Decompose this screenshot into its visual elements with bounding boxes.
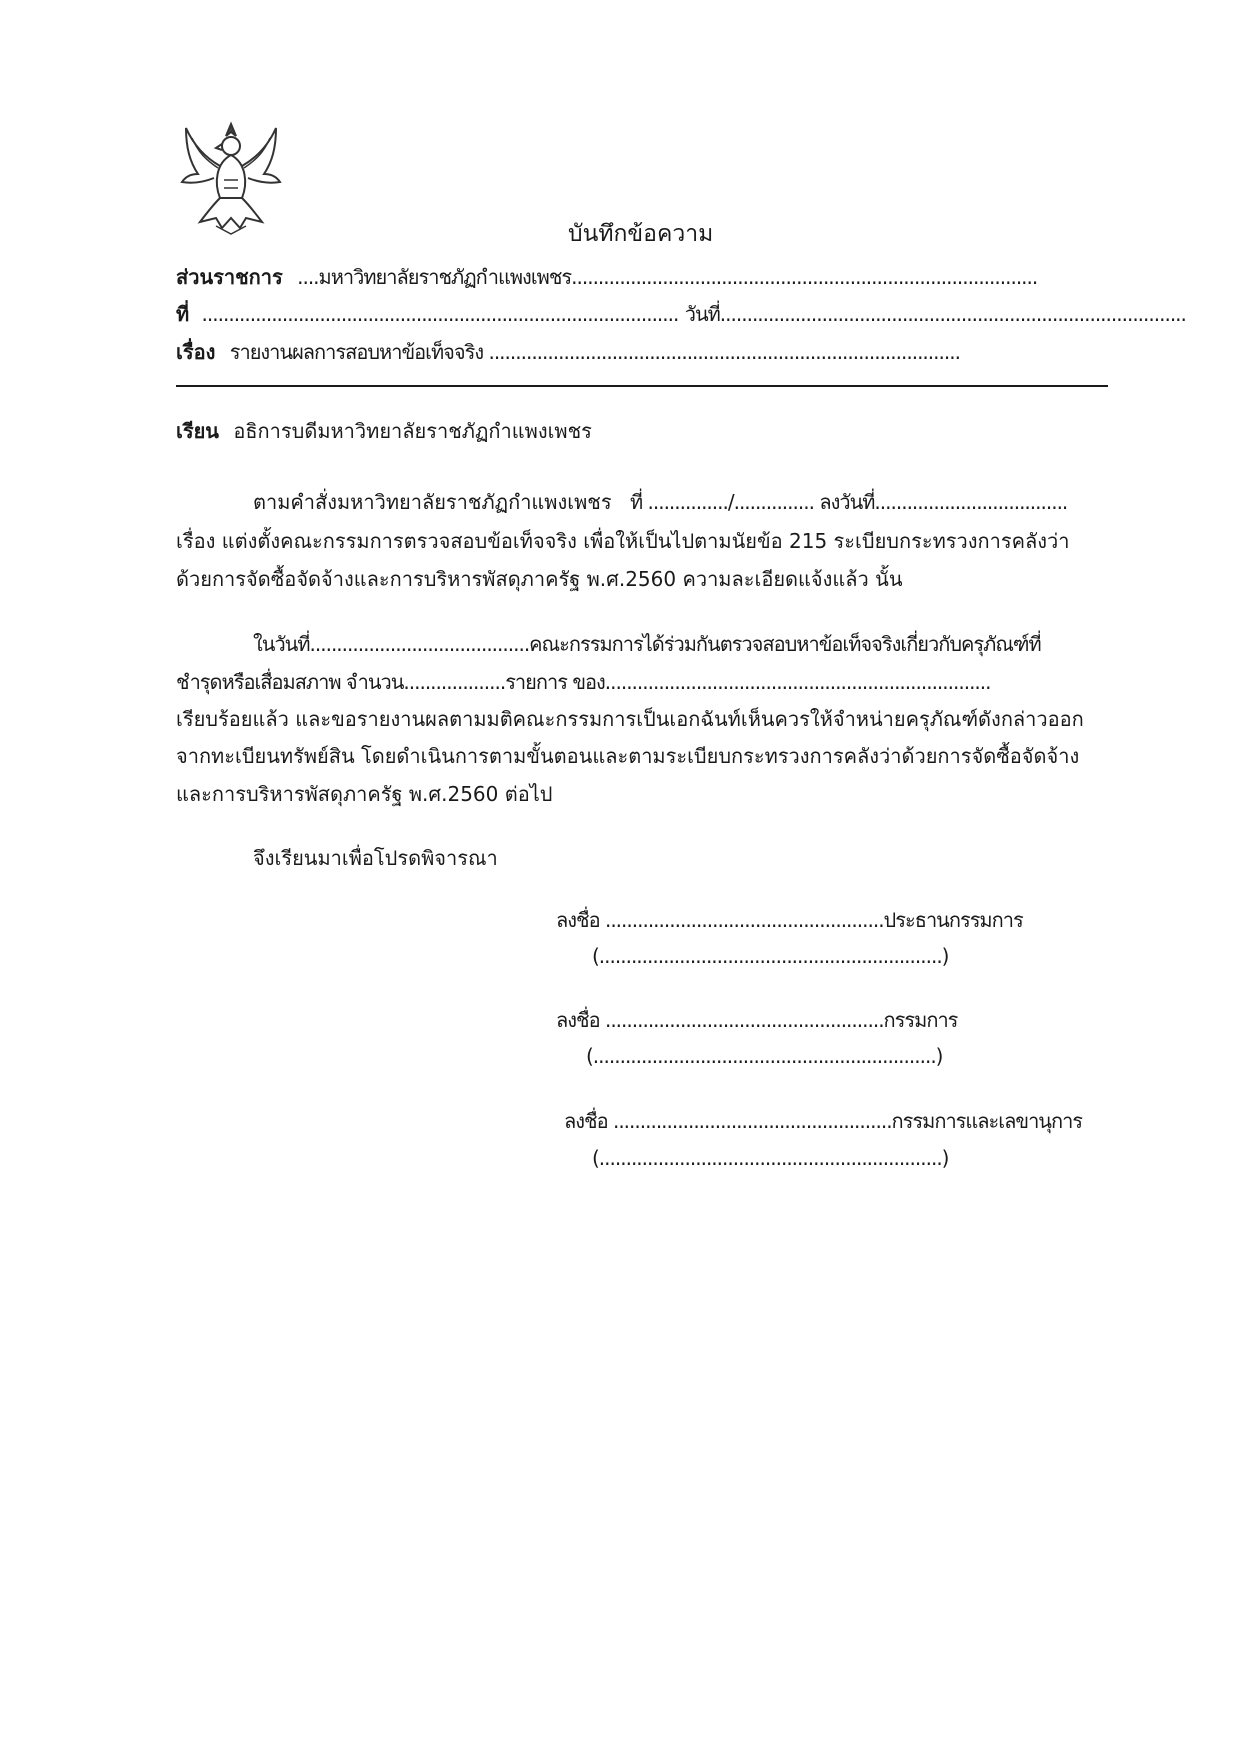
subject-value: รายงานผลการสอบหาข้อเท็จจริง ........................................................................................ [229,340,960,364]
paragraph2-line1: ในวันที่.........................................คณะกรรมการได้ร่วมกันตรวจสอบหาข้อเท็จจริงเกี่ยวกับครุภัณฑ์ที่ [253,632,1041,656]
header-divider [176,385,1108,387]
salutation-label: เรียน [176,419,219,443]
signature-secretary-name: (................................................................) [592,1146,949,1170]
paragraph1-line1 [253,489,1067,515]
reference-value: ......................................................................................... [201,302,679,326]
signature-member-line: ลงชื่อ ....................................................กรรมการ [556,1008,958,1032]
salutation-row [176,418,592,444]
division-label: ส่วนราชการ [176,265,283,289]
paragraph2-line3: เรียบร้อยแล้ว และขอรายงานผลตามมติคณะกรรมการเป็นเอกฉันท์เห็นควรให้จำหน่ายครุภัณฑ์ดังกล่าวออก [176,707,1084,731]
order-reference: ตามคำสั่งมหาวิทยาลัยราชภัฏกำแพงเพชร [253,490,612,514]
closing-line: จึงเรียนมาเพื่อโปรดพิจารณา [253,846,498,870]
reference-label: ที่ [176,302,190,326]
paragraph1-line2: เรื่อง แต่งตั้งคณะกรรมการตรวจสอบข้อเท็จจริง เพื่อให้เป็นไปตามนัยข้อ 215 ระเบียบกระทรวงการคลังว่า [176,529,1070,553]
signature-chairman-line: ลงชื่อ ....................................................ประธานกรรมการ [556,908,1023,932]
division-value: ....มหาวิทยาลัยราชภัฏกำแพงเพชร....................................................................................... [297,265,1038,289]
date-field: วันที่....................................................................................... [684,302,1186,326]
paragraph1-line3: ด้วยการจัดซื้อจัดจ้างและการบริหารพัสดุภาครัฐ พ.ศ.2560 ความละเอียดแจ้งแล้ว นั้น [176,567,903,591]
signature-secretary-line: ลงชื่อ ....................................................กรรมการและเลขานุการ [564,1109,1083,1133]
paragraph2-line4: จากทะเบียนทรัพย์สิน โดยดำเนินการตามขั้นตอนและตามระเบียบกระทรวงการคลังว่าด้วยการจัดซื้อจัดจ้าง [176,744,1080,768]
subject-label: เรื่อง [176,340,216,364]
subject-row [176,339,960,365]
signature-chairman-name: (................................................................) [592,944,949,968]
thai-garuda-emblem-icon [176,118,286,236]
order-number-date: ที่ .............../............... ลงวันที่.................................... [629,490,1068,514]
division-row [176,264,1037,290]
memo-title: บันทึกข้อความ [568,221,714,247]
paragraph2-line2: ชำรุดหรือเสื่อมสภาพ จำนวน...................รายการ ของ........................................................................ [176,670,991,694]
signature-member-name: (................................................................) [586,1044,943,1068]
salutation-value: อธิการบดีมหาวิทยาลัยราชภัฏกำแพงเพชร [233,419,592,443]
paragraph2-line5: และการบริหารพัสดุภาครัฐ พ.ศ.2560 ต่อไป [176,782,553,806]
reference-row [176,301,1186,327]
